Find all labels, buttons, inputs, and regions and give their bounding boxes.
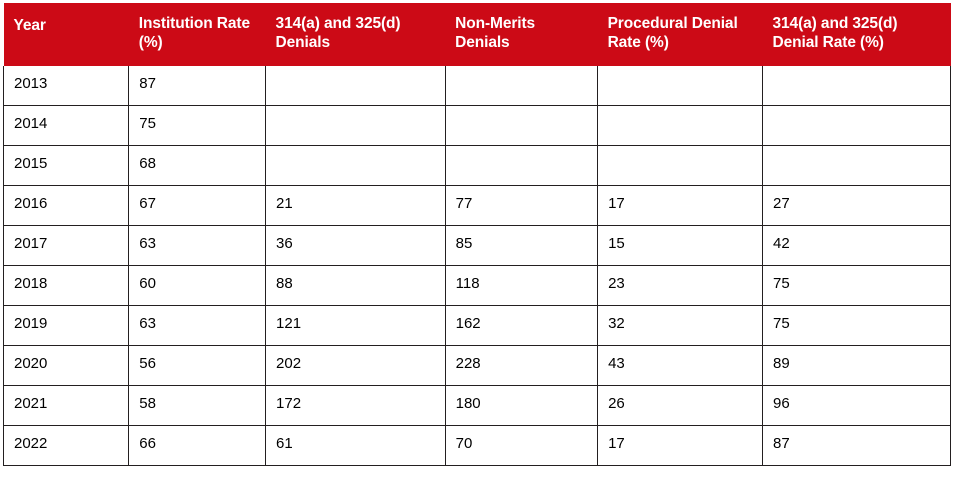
table-row (4, 425, 951, 465)
cell-year: 2013 (4, 66, 129, 106)
cell-314a-325d-denials: 88 (266, 265, 446, 305)
cell-non-merits-denials: 70 (445, 425, 597, 465)
cell-year: 2018 (4, 265, 129, 305)
column-header-institution-rate: Institution Rate (%) (129, 3, 266, 66)
cell-314a-325d-denial-rate: 75 (763, 305, 951, 345)
cell-314a-325d-denials (266, 145, 446, 185)
table-row (4, 66, 951, 106)
cell-year: 2015 (4, 145, 129, 185)
cell-institution-rate: 67 (129, 185, 266, 225)
cell-314a-325d-denials: 121 (266, 305, 446, 345)
cell-non-merits-denials (445, 145, 597, 185)
cell-314a-325d-denial-rate: 96 (763, 385, 951, 425)
table-row (4, 385, 951, 425)
cell-year: 2017 (4, 225, 129, 265)
cell-314a-325d-denials: 202 (266, 345, 446, 385)
cell-procedural-denial-rate: 17 (598, 185, 763, 225)
cell-institution-rate: 68 (129, 145, 266, 185)
cell-314a-325d-denials (266, 105, 446, 145)
table-container (0, 3, 953, 490)
cell-institution-rate: 66 (129, 425, 266, 465)
cell-non-merits-denials: 180 (445, 385, 597, 425)
table-row (4, 105, 951, 145)
cell-procedural-denial-rate: 43 (598, 345, 763, 385)
column-header-procedural-denial-rate: Procedural Denial Rate (%) (598, 3, 763, 66)
cell-314a-325d-denial-rate: 89 (763, 345, 951, 385)
cell-institution-rate: 60 (129, 265, 266, 305)
cell-314a-325d-denial-rate (763, 105, 951, 145)
cell-non-merits-denials (445, 105, 597, 145)
cell-314a-325d-denial-rate: 87 (763, 425, 951, 465)
cell-institution-rate: 58 (129, 385, 266, 425)
cell-non-merits-denials: 118 (445, 265, 597, 305)
column-header-year: Year (4, 3, 129, 66)
column-header-314a-325d-denials: 314(a) and 325(d) Denials (266, 3, 446, 66)
cell-314a-325d-denial-rate (763, 66, 951, 106)
cell-procedural-denial-rate: 17 (598, 425, 763, 465)
cell-non-merits-denials: 85 (445, 225, 597, 265)
cell-procedural-denial-rate (598, 66, 763, 106)
cell-procedural-denial-rate: 15 (598, 225, 763, 265)
cell-year: 2020 (4, 345, 129, 385)
cell-procedural-denial-rate (598, 145, 763, 185)
table-row (4, 345, 951, 385)
cell-314a-325d-denials: 21 (266, 185, 446, 225)
cell-year: 2021 (4, 385, 129, 425)
cell-314a-325d-denials: 172 (266, 385, 446, 425)
cell-institution-rate: 63 (129, 305, 266, 345)
table-row (4, 265, 951, 305)
cell-314a-325d-denial-rate: 27 (763, 185, 951, 225)
table-row (4, 305, 951, 345)
cell-procedural-denial-rate: 23 (598, 265, 763, 305)
cell-314a-325d-denial-rate: 75 (763, 265, 951, 305)
cell-year: 2022 (4, 425, 129, 465)
cell-314a-325d-denials: 61 (266, 425, 446, 465)
cell-year: 2014 (4, 105, 129, 145)
cell-procedural-denial-rate: 32 (598, 305, 763, 345)
table-header (4, 3, 951, 66)
column-header-non-merits-denials: Non-Merits Denials (445, 3, 597, 66)
cell-314a-325d-denial-rate: 42 (763, 225, 951, 265)
cell-non-merits-denials: 228 (445, 345, 597, 385)
table-body (4, 66, 951, 466)
cell-314a-325d-denials (266, 66, 446, 106)
cell-institution-rate: 75 (129, 105, 266, 145)
cell-procedural-denial-rate: 26 (598, 385, 763, 425)
column-header-314a-325d-denial-rate: 314(a) and 325(d) Denial Rate (%) (763, 3, 951, 66)
cell-non-merits-denials: 77 (445, 185, 597, 225)
cell-procedural-denial-rate (598, 105, 763, 145)
cell-314a-325d-denials: 36 (266, 225, 446, 265)
cell-year: 2016 (4, 185, 129, 225)
statistics-table (3, 3, 951, 466)
cell-non-merits-denials: 162 (445, 305, 597, 345)
table-row (4, 185, 951, 225)
cell-year: 2019 (4, 305, 129, 345)
table-row (4, 145, 951, 185)
cell-314a-325d-denial-rate (763, 145, 951, 185)
cell-non-merits-denials (445, 66, 597, 106)
cell-institution-rate: 87 (129, 66, 266, 106)
table-row (4, 225, 951, 265)
table-header-row (4, 3, 951, 66)
cell-institution-rate: 63 (129, 225, 266, 265)
cell-institution-rate: 56 (129, 345, 266, 385)
